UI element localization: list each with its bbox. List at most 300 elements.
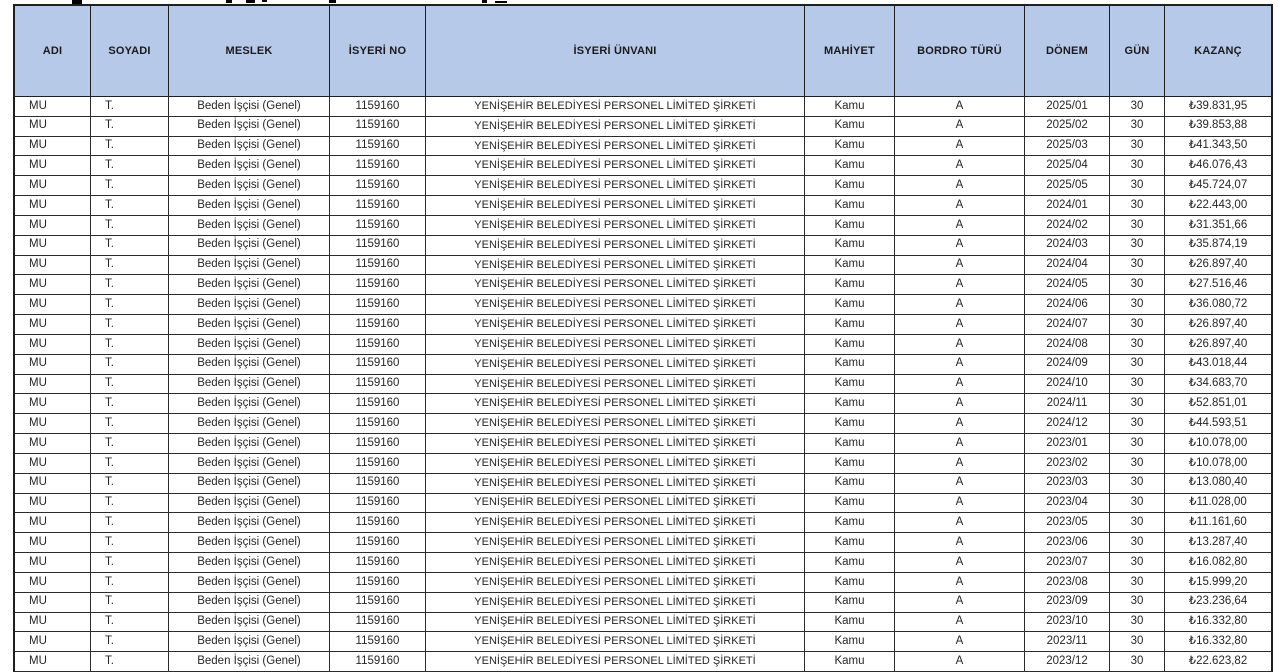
cell-isyeri-no: 1159160 xyxy=(330,593,426,613)
cell-mahiyet: Kamu xyxy=(805,295,895,315)
cell-adi: MU xyxy=(15,335,91,355)
table-row xyxy=(15,176,1271,196)
cell-meslek: Beden İşçisi (Genel) xyxy=(169,335,330,355)
cell-bordro-turu: A xyxy=(895,355,1025,375)
cell-adi: MU xyxy=(15,494,91,514)
cell-donem: 2024/09 xyxy=(1025,355,1110,375)
cell-isyeri-no: 1159160 xyxy=(330,494,426,514)
cell-isyeri-no: 1159160 xyxy=(330,176,426,196)
cell-gun: 30 xyxy=(1110,593,1165,613)
cell-donem: 2023/11 xyxy=(1025,632,1110,652)
cell-bordro-turu: A xyxy=(895,494,1025,514)
cell-bordro-turu: A xyxy=(895,176,1025,196)
cell-gun: 30 xyxy=(1110,414,1165,434)
column-header-meslek: MESLEK xyxy=(169,6,330,97)
cell-soyadi: T. xyxy=(91,335,169,355)
cell-gun: 30 xyxy=(1110,533,1165,553)
cell-isyeri-unvani: YENİŞEHİR BELEDİYESİ PERSONEL LİMİTED ŞİRKETİ xyxy=(426,474,805,494)
cell-kazanc: ₺31.351,66 xyxy=(1165,216,1271,236)
cell-meslek: Beden İşçisi (Genel) xyxy=(169,513,330,533)
cell-adi: MU xyxy=(15,156,91,176)
cell-isyeri-no: 1159160 xyxy=(330,117,426,137)
cell-isyeri-no: 1159160 xyxy=(330,474,426,494)
table-row xyxy=(15,97,1271,117)
cell-soyadi: T. xyxy=(91,216,169,236)
cell-bordro-turu: A xyxy=(895,652,1025,672)
cell-isyeri-unvani: YENİŞEHİR BELEDİYESİ PERSONEL LİMİTED ŞİRKETİ xyxy=(426,295,805,315)
cell-soyadi: T. xyxy=(91,533,169,553)
cell-isyeri-unvani: YENİŞEHİR BELEDİYESİ PERSONEL LİMİTED ŞİRKETİ xyxy=(426,216,805,236)
cell-bordro-turu: A xyxy=(895,474,1025,494)
table-row xyxy=(15,256,1271,276)
cell-kazanc: ₺27.516,46 xyxy=(1165,275,1271,295)
cell-meslek: Beden İşçisi (Genel) xyxy=(169,156,330,176)
cell-meslek: Beden İşçisi (Genel) xyxy=(169,236,330,256)
cell-soyadi: T. xyxy=(91,652,169,672)
cell-meslek: Beden İşçisi (Genel) xyxy=(169,375,330,395)
cell-kazanc: ₺11.161,60 xyxy=(1165,513,1271,533)
cell-gun: 30 xyxy=(1110,474,1165,494)
cell-adi: MU xyxy=(15,573,91,593)
cell-meslek: Beden İşçisi (Genel) xyxy=(169,216,330,236)
cell-adi: MU xyxy=(15,137,91,157)
cell-mahiyet: Kamu xyxy=(805,593,895,613)
cell-bordro-turu: A xyxy=(895,434,1025,454)
cell-kazanc: ₺10.078,00 xyxy=(1165,434,1271,454)
cell-adi: MU xyxy=(15,553,91,573)
cell-mahiyet: Kamu xyxy=(805,137,895,157)
cell-donem: 2023/12 xyxy=(1025,652,1110,672)
cell-kazanc: ₺23.236,64 xyxy=(1165,593,1271,613)
column-header-donem: DÖNEM xyxy=(1025,6,1110,97)
cell-soyadi: T. xyxy=(91,117,169,137)
cell-mahiyet: Kamu xyxy=(805,573,895,593)
cell-soyadi: T. xyxy=(91,236,169,256)
cell-isyeri-unvani: YENİŞEHİR BELEDİYESİ PERSONEL LİMİTED ŞİRKETİ xyxy=(426,573,805,593)
cell-gun: 30 xyxy=(1110,513,1165,533)
cell-donem: 2024/07 xyxy=(1025,315,1110,335)
cell-kazanc: ₺26.897,40 xyxy=(1165,256,1271,276)
cell-mahiyet: Kamu xyxy=(805,335,895,355)
cell-meslek: Beden İşçisi (Genel) xyxy=(169,295,330,315)
cell-gun: 30 xyxy=(1110,652,1165,672)
cell-mahiyet: Kamu xyxy=(805,553,895,573)
table-row xyxy=(15,632,1271,652)
cell-bordro-turu: A xyxy=(895,256,1025,276)
cell-isyeri-no: 1159160 xyxy=(330,275,426,295)
table-row xyxy=(15,236,1271,256)
column-header-kazanc: KAZANÇ xyxy=(1165,6,1271,97)
cell-kazanc: ₺22.623,82 xyxy=(1165,652,1271,672)
cell-isyeri-no: 1159160 xyxy=(330,533,426,553)
cell-kazanc: ₺26.897,40 xyxy=(1165,315,1271,335)
cell-isyeri-unvani: YENİŞEHİR BELEDİYESİ PERSONEL LİMİTED ŞİRKETİ xyxy=(426,434,805,454)
cell-bordro-turu: A xyxy=(895,117,1025,137)
cell-meslek: Beden İşçisi (Genel) xyxy=(169,454,330,474)
cell-adi: MU xyxy=(15,256,91,276)
cell-isyeri-unvani: YENİŞEHİR BELEDİYESİ PERSONEL LİMİTED ŞİRKETİ xyxy=(426,315,805,335)
cell-soyadi: T. xyxy=(91,613,169,633)
cell-kazanc: ₺10.078,00 xyxy=(1165,454,1271,474)
cell-mahiyet: Kamu xyxy=(805,216,895,236)
cell-isyeri-unvani: YENİŞEHİR BELEDİYESİ PERSONEL LİMİTED ŞİRKETİ xyxy=(426,256,805,276)
cell-mahiyet: Kamu xyxy=(805,513,895,533)
table-row xyxy=(15,117,1271,137)
cell-bordro-turu: A xyxy=(895,513,1025,533)
cell-gun: 30 xyxy=(1110,117,1165,137)
cell-isyeri-no: 1159160 xyxy=(330,414,426,434)
cell-donem: 2023/02 xyxy=(1025,454,1110,474)
cell-soyadi: T. xyxy=(91,256,169,276)
cell-gun: 30 xyxy=(1110,196,1165,216)
cell-mahiyet: Kamu xyxy=(805,632,895,652)
cell-isyeri-no: 1159160 xyxy=(330,295,426,315)
cell-kazanc: ₺43.018,44 xyxy=(1165,355,1271,375)
cell-soyadi: T. xyxy=(91,375,169,395)
cell-meslek: Beden İşçisi (Genel) xyxy=(169,137,330,157)
cell-gun: 30 xyxy=(1110,295,1165,315)
cell-mahiyet: Kamu xyxy=(805,414,895,434)
cell-kazanc: ₺13.287,40 xyxy=(1165,533,1271,553)
cell-donem: 2023/05 xyxy=(1025,513,1110,533)
cell-isyeri-unvani: YENİŞEHİR BELEDİYESİ PERSONEL LİMİTED ŞİRKETİ xyxy=(426,176,805,196)
table-row xyxy=(15,573,1271,593)
cell-mahiyet: Kamu xyxy=(805,256,895,276)
cell-mahiyet: Kamu xyxy=(805,454,895,474)
cell-meslek: Beden İşçisi (Genel) xyxy=(169,256,330,276)
cell-isyeri-no: 1159160 xyxy=(330,97,426,117)
cell-soyadi: T. xyxy=(91,315,169,335)
cell-adi: MU xyxy=(15,454,91,474)
column-header-soyadi: SOYADI xyxy=(91,6,169,97)
cell-adi: MU xyxy=(15,613,91,633)
cell-mahiyet: Kamu xyxy=(805,315,895,335)
cell-gun: 30 xyxy=(1110,236,1165,256)
cell-isyeri-no: 1159160 xyxy=(330,216,426,236)
cell-meslek: Beden İşçisi (Genel) xyxy=(169,652,330,672)
cell-bordro-turu: A xyxy=(895,593,1025,613)
cell-isyeri-unvani: YENİŞEHİR BELEDİYESİ PERSONEL LİMİTED ŞİRKETİ xyxy=(426,593,805,613)
cell-bordro-turu: A xyxy=(895,394,1025,414)
cell-isyeri-unvani: YENİŞEHİR BELEDİYESİ PERSONEL LİMİTED ŞİRKETİ xyxy=(426,236,805,256)
cell-kazanc: ₺22.443,00 xyxy=(1165,196,1271,216)
cell-donem: 2025/02 xyxy=(1025,117,1110,137)
cell-meslek: Beden İşçisi (Genel) xyxy=(169,573,330,593)
cell-gun: 30 xyxy=(1110,454,1165,474)
table-row xyxy=(15,295,1271,315)
table-row xyxy=(15,196,1271,216)
cell-mahiyet: Kamu xyxy=(805,474,895,494)
cell-mahiyet: Kamu xyxy=(805,236,895,256)
cell-isyeri-unvani: YENİŞEHİR BELEDİYESİ PERSONEL LİMİTED ŞİRKETİ xyxy=(426,375,805,395)
cell-adi: MU xyxy=(15,97,91,117)
cell-bordro-turu: A xyxy=(895,236,1025,256)
cell-gun: 30 xyxy=(1110,275,1165,295)
cell-mahiyet: Kamu xyxy=(805,613,895,633)
cell-donem: 2024/08 xyxy=(1025,335,1110,355)
cell-isyeri-unvani: YENİŞEHİR BELEDİYESİ PERSONEL LİMİTED ŞİRKETİ xyxy=(426,355,805,375)
cell-soyadi: T. xyxy=(91,176,169,196)
cell-soyadi: T. xyxy=(91,355,169,375)
cell-kazanc: ₺34.683,70 xyxy=(1165,375,1271,395)
cell-meslek: Beden İşçisi (Genel) xyxy=(169,474,330,494)
cell-isyeri-no: 1159160 xyxy=(330,256,426,276)
cell-kazanc: ₺35.874,19 xyxy=(1165,236,1271,256)
cell-isyeri-no: 1159160 xyxy=(330,355,426,375)
cell-gun: 30 xyxy=(1110,256,1165,276)
table-row xyxy=(15,593,1271,613)
cell-donem: 2024/10 xyxy=(1025,375,1110,395)
cell-isyeri-no: 1159160 xyxy=(330,196,426,216)
cell-bordro-turu: A xyxy=(895,375,1025,395)
cell-isyeri-no: 1159160 xyxy=(330,553,426,573)
cell-donem: 2023/07 xyxy=(1025,553,1110,573)
cell-isyeri-unvani: YENİŞEHİR BELEDİYESİ PERSONEL LİMİTED ŞİRKETİ xyxy=(426,156,805,176)
cell-soyadi: T. xyxy=(91,275,169,295)
cell-gun: 30 xyxy=(1110,315,1165,335)
cell-donem: 2023/06 xyxy=(1025,533,1110,553)
cell-bordro-turu: A xyxy=(895,454,1025,474)
cell-donem: 2024/03 xyxy=(1025,236,1110,256)
cell-soyadi: T. xyxy=(91,295,169,315)
table-row xyxy=(15,652,1271,672)
cell-soyadi: T. xyxy=(91,573,169,593)
cell-soyadi: T. xyxy=(91,494,169,514)
cell-kazanc: ₺16.332,80 xyxy=(1165,613,1271,633)
cell-donem: 2024/01 xyxy=(1025,196,1110,216)
cell-adi: MU xyxy=(15,533,91,553)
cell-isyeri-unvani: YENİŞEHİR BELEDİYESİ PERSONEL LİMİTED ŞİRKETİ xyxy=(426,335,805,355)
cell-isyeri-unvani: YENİŞEHİR BELEDİYESİ PERSONEL LİMİTED ŞİRKETİ xyxy=(426,454,805,474)
cell-bordro-turu: A xyxy=(895,573,1025,593)
cell-meslek: Beden İşçisi (Genel) xyxy=(169,275,330,295)
table-row xyxy=(15,275,1271,295)
cell-isyeri-unvani: YENİŞEHİR BELEDİYESİ PERSONEL LİMİTED ŞİRKETİ xyxy=(426,97,805,117)
cell-isyeri-unvani: YENİŞEHİR BELEDİYESİ PERSONEL LİMİTED ŞİRKETİ xyxy=(426,414,805,434)
cell-gun: 30 xyxy=(1110,355,1165,375)
cell-gun: 30 xyxy=(1110,375,1165,395)
column-header-mahiyet: MAHİYET xyxy=(805,6,895,97)
cell-gun: 30 xyxy=(1110,434,1165,454)
cell-donem: 2023/04 xyxy=(1025,494,1110,514)
cell-bordro-turu: A xyxy=(895,613,1025,633)
cell-meslek: Beden İşçisi (Genel) xyxy=(169,117,330,137)
cell-gun: 30 xyxy=(1110,176,1165,196)
table-row xyxy=(15,454,1271,474)
cell-kazanc: ₺44.593,51 xyxy=(1165,414,1271,434)
cell-adi: MU xyxy=(15,375,91,395)
cell-bordro-turu: A xyxy=(895,156,1025,176)
cell-isyeri-unvani: YENİŞEHİR BELEDİYESİ PERSONEL LİMİTED ŞİRKETİ xyxy=(426,394,805,414)
cell-soyadi: T. xyxy=(91,97,169,117)
cell-isyeri-unvani: YENİŞEHİR BELEDİYESİ PERSONEL LİMİTED ŞİRKETİ xyxy=(426,652,805,672)
cell-soyadi: T. xyxy=(91,394,169,414)
cell-isyeri-unvani: YENİŞEHİR BELEDİYESİ PERSONEL LİMİTED ŞİRKETİ xyxy=(426,275,805,295)
table-header-row xyxy=(15,6,1271,97)
cell-adi: MU xyxy=(15,414,91,434)
cell-mahiyet: Kamu xyxy=(805,196,895,216)
cell-meslek: Beden İşçisi (Genel) xyxy=(169,97,330,117)
cell-adi: MU xyxy=(15,474,91,494)
column-header-adi: ADI xyxy=(15,6,91,97)
table-row xyxy=(15,137,1271,157)
cell-mahiyet: Kamu xyxy=(805,156,895,176)
cell-mahiyet: Kamu xyxy=(805,275,895,295)
cell-bordro-turu: A xyxy=(895,315,1025,335)
cell-isyeri-unvani: YENİŞEHİR BELEDİYESİ PERSONEL LİMİTED ŞİRKETİ xyxy=(426,613,805,633)
cell-adi: MU xyxy=(15,236,91,256)
cell-donem: 2023/01 xyxy=(1025,434,1110,454)
cell-isyeri-unvani: YENİŞEHİR BELEDİYESİ PERSONEL LİMİTED ŞİRKETİ xyxy=(426,632,805,652)
table-row xyxy=(15,216,1271,236)
cell-adi: MU xyxy=(15,315,91,335)
cell-donem: 2025/04 xyxy=(1025,156,1110,176)
cell-meslek: Beden İşçisi (Genel) xyxy=(169,553,330,573)
table-row xyxy=(15,494,1271,514)
cell-adi: MU xyxy=(15,434,91,454)
cell-soyadi: T. xyxy=(91,553,169,573)
cell-mahiyet: Kamu xyxy=(805,652,895,672)
cell-gun: 30 xyxy=(1110,216,1165,236)
cell-bordro-turu: A xyxy=(895,295,1025,315)
cell-mahiyet: Kamu xyxy=(805,533,895,553)
cell-kazanc: ₺45.724,07 xyxy=(1165,176,1271,196)
cell-donem: 2024/11 xyxy=(1025,394,1110,414)
cell-isyeri-no: 1159160 xyxy=(330,137,426,157)
cell-bordro-turu: A xyxy=(895,216,1025,236)
cell-isyeri-no: 1159160 xyxy=(330,156,426,176)
cell-donem: 2024/06 xyxy=(1025,295,1110,315)
cell-adi: MU xyxy=(15,652,91,672)
cell-soyadi: T. xyxy=(91,454,169,474)
cell-mahiyet: Kamu xyxy=(805,434,895,454)
cell-bordro-turu: A xyxy=(895,414,1025,434)
cell-adi: MU xyxy=(15,593,91,613)
cell-donem: 2025/05 xyxy=(1025,176,1110,196)
cell-donem: 2025/01 xyxy=(1025,97,1110,117)
cell-gun: 30 xyxy=(1110,494,1165,514)
cell-kazanc: ₺39.853,88 xyxy=(1165,117,1271,137)
cell-mahiyet: Kamu xyxy=(805,97,895,117)
cell-donem: 2024/04 xyxy=(1025,256,1110,276)
cell-meslek: Beden İşçisi (Genel) xyxy=(169,593,330,613)
cell-adi: MU xyxy=(15,176,91,196)
cell-soyadi: T. xyxy=(91,156,169,176)
cell-adi: MU xyxy=(15,295,91,315)
cell-meslek: Beden İşçisi (Genel) xyxy=(169,414,330,434)
cell-kazanc: ₺15.999,20 xyxy=(1165,573,1271,593)
table-row xyxy=(15,474,1271,494)
cell-isyeri-no: 1159160 xyxy=(330,652,426,672)
cell-isyeri-no: 1159160 xyxy=(330,454,426,474)
cell-soyadi: T. xyxy=(91,632,169,652)
cell-soyadi: T. xyxy=(91,414,169,434)
cell-soyadi: T. xyxy=(91,434,169,454)
column-header-isyeri-unvani: İSYERİ ÜNVANI xyxy=(426,6,805,97)
cell-kazanc: ₺16.332,80 xyxy=(1165,632,1271,652)
cell-gun: 30 xyxy=(1110,156,1165,176)
cell-adi: MU xyxy=(15,632,91,652)
cell-donem: 2024/05 xyxy=(1025,275,1110,295)
cell-adi: MU xyxy=(15,117,91,137)
cell-meslek: Beden İşçisi (Genel) xyxy=(169,613,330,633)
table-row xyxy=(15,414,1271,434)
cell-donem: 2023/10 xyxy=(1025,613,1110,633)
cell-donem: 2023/08 xyxy=(1025,573,1110,593)
table-row xyxy=(15,315,1271,335)
cell-adi: MU xyxy=(15,196,91,216)
column-header-isyeri-no: İSYERİ NO xyxy=(330,6,426,97)
cell-isyeri-no: 1159160 xyxy=(330,315,426,335)
cell-donem: 2024/12 xyxy=(1025,414,1110,434)
table-row xyxy=(15,375,1271,395)
cell-mahiyet: Kamu xyxy=(805,355,895,375)
cell-soyadi: T. xyxy=(91,137,169,157)
cell-adi: MU xyxy=(15,394,91,414)
cell-bordro-turu: A xyxy=(895,275,1025,295)
cell-isyeri-unvani: YENİŞEHİR BELEDİYESİ PERSONEL LİMİTED ŞİRKETİ xyxy=(426,196,805,216)
cell-gun: 30 xyxy=(1110,553,1165,573)
cell-meslek: Beden İşçisi (Genel) xyxy=(169,176,330,196)
cell-gun: 30 xyxy=(1110,632,1165,652)
cell-soyadi: T. xyxy=(91,474,169,494)
cell-bordro-turu: A xyxy=(895,196,1025,216)
cell-mahiyet: Kamu xyxy=(805,394,895,414)
cell-bordro-turu: A xyxy=(895,137,1025,157)
cell-bordro-turu: A xyxy=(895,97,1025,117)
cell-kazanc: ₺36.080,72 xyxy=(1165,295,1271,315)
table-row xyxy=(15,533,1271,553)
cell-kazanc: ₺52.851,01 xyxy=(1165,394,1271,414)
cell-kazanc: ₺11.028,00 xyxy=(1165,494,1271,514)
cell-bordro-turu: A xyxy=(895,632,1025,652)
cell-soyadi: T. xyxy=(91,593,169,613)
table-row xyxy=(15,434,1271,454)
table-row xyxy=(15,613,1271,633)
cell-kazanc: ₺26.897,40 xyxy=(1165,335,1271,355)
cell-meslek: Beden İşçisi (Genel) xyxy=(169,196,330,216)
cell-isyeri-no: 1159160 xyxy=(330,513,426,533)
cell-adi: MU xyxy=(15,513,91,533)
table-row xyxy=(15,513,1271,533)
table-body xyxy=(15,97,1271,672)
cell-gun: 30 xyxy=(1110,394,1165,414)
cell-isyeri-unvani: YENİŞEHİR BELEDİYESİ PERSONEL LİMİTED ŞİRKETİ xyxy=(426,494,805,514)
cell-isyeri-unvani: YENİŞEHİR BELEDİYESİ PERSONEL LİMİTED ŞİRKETİ xyxy=(426,533,805,553)
cell-gun: 30 xyxy=(1110,97,1165,117)
cell-gun: 30 xyxy=(1110,573,1165,593)
cell-bordro-turu: A xyxy=(895,335,1025,355)
cell-kazanc: ₺16.082,80 xyxy=(1165,553,1271,573)
cell-isyeri-unvani: YENİŞEHİR BELEDİYESİ PERSONEL LİMİTED ŞİRKETİ xyxy=(426,553,805,573)
cell-isyeri-unvani: YENİŞEHİR BELEDİYESİ PERSONEL LİMİTED ŞİRKETİ xyxy=(426,513,805,533)
table-row xyxy=(15,156,1271,176)
table-row xyxy=(15,553,1271,573)
cell-isyeri-unvani: YENİŞEHİR BELEDİYESİ PERSONEL LİMİTED ŞİRKETİ xyxy=(426,117,805,137)
table-row xyxy=(15,355,1271,375)
cell-meslek: Beden İşçisi (Genel) xyxy=(169,632,330,652)
service-earnings-table xyxy=(13,4,1273,672)
cell-gun: 30 xyxy=(1110,613,1165,633)
cell-isyeri-no: 1159160 xyxy=(330,632,426,652)
cell-gun: 30 xyxy=(1110,335,1165,355)
cell-kazanc: ₺39.831,95 xyxy=(1165,97,1271,117)
cell-bordro-turu: A xyxy=(895,533,1025,553)
cell-adi: MU xyxy=(15,355,91,375)
cell-bordro-turu: A xyxy=(895,553,1025,573)
cell-meslek: Beden İşçisi (Genel) xyxy=(169,494,330,514)
cell-isyeri-no: 1159160 xyxy=(330,394,426,414)
